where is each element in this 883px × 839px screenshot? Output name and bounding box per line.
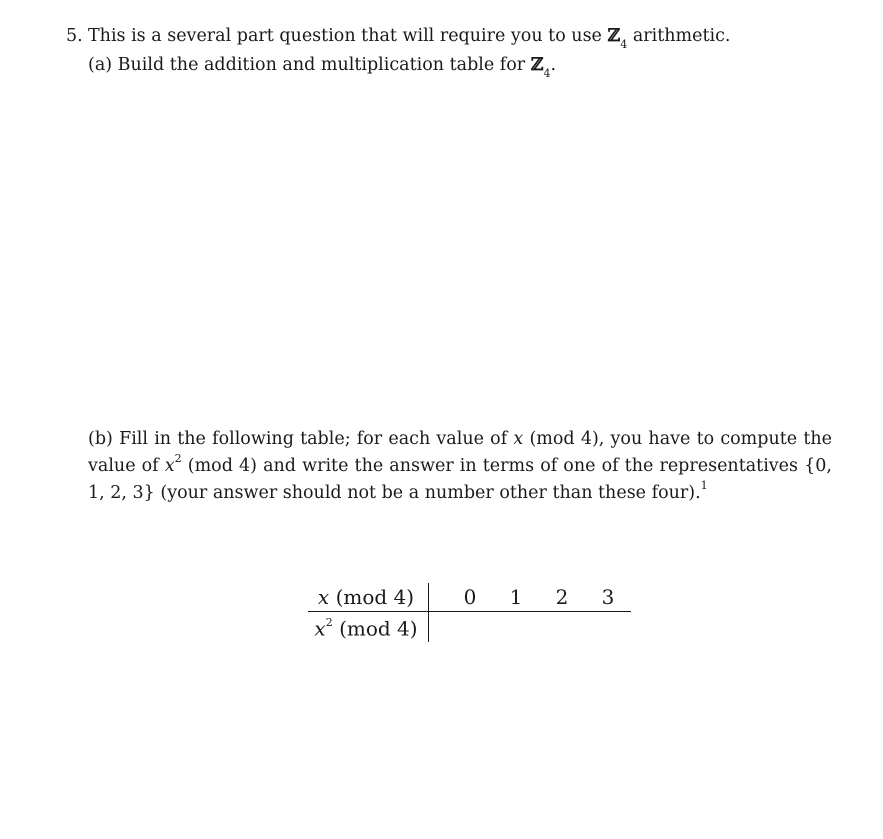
table-divider [429,612,448,642]
question-number: 5. [66,26,83,46]
question-intro-end: arithmetic. [632,26,731,46]
part-a-text: Build the addition and multiplication table for [117,55,526,75]
part-b-text3: (mod 4) and write the answer in terms of one of the representatives [187,455,799,476]
table-cell: 0 [447,583,493,612]
part-b-text4: (your answer should not be a number other than these four). [160,482,701,503]
table-row [308,612,631,642]
representatives-set: {0, 1, 2, 3} [88,455,832,503]
part-b-text2: (mod 4), you have to compute the value of [88,429,832,476]
squares-table [308,583,631,642]
answer-cell[interactable] [585,612,631,642]
table-cell: 1 [493,583,539,612]
answer-cell[interactable] [493,612,539,642]
ring-subscript: 4 [620,37,628,51]
part-a-label: (a) [88,55,113,75]
variable-x: x [317,585,330,609]
exponent: 2 [325,616,333,629]
footnote-marker: 1 [700,478,708,492]
exponent: 2 [174,452,182,465]
ring-subscript: 4 [543,66,551,80]
mod-text: (mod 4) [339,616,418,641]
table-cell: 2 [539,583,585,612]
table-divider [429,583,448,612]
ring-symbol: ℤ [607,26,621,46]
variable-x: x [164,455,175,476]
variable-x: x [513,429,524,449]
mod-text: (mod 4) [335,585,415,609]
ring-symbol: ℤ [530,55,544,75]
table-cell: 3 [585,583,631,612]
part-a-end: . [550,55,557,75]
row-label-x2-mod-4 [308,612,429,642]
question-intro [88,26,731,49]
table-row [308,583,631,612]
part-b-label: (b) [88,429,113,449]
part-b-paragraph [88,428,832,504]
variable-x: x [314,616,326,641]
part-a [88,55,556,78]
part-b-text1: Fill in the following table; for each value of [119,429,508,449]
question-intro-text: This is a several part question that will require you to use [88,26,602,46]
answer-cell[interactable] [539,612,585,642]
answer-cell[interactable] [447,612,493,642]
row-label-x-mod-4 [308,583,429,612]
